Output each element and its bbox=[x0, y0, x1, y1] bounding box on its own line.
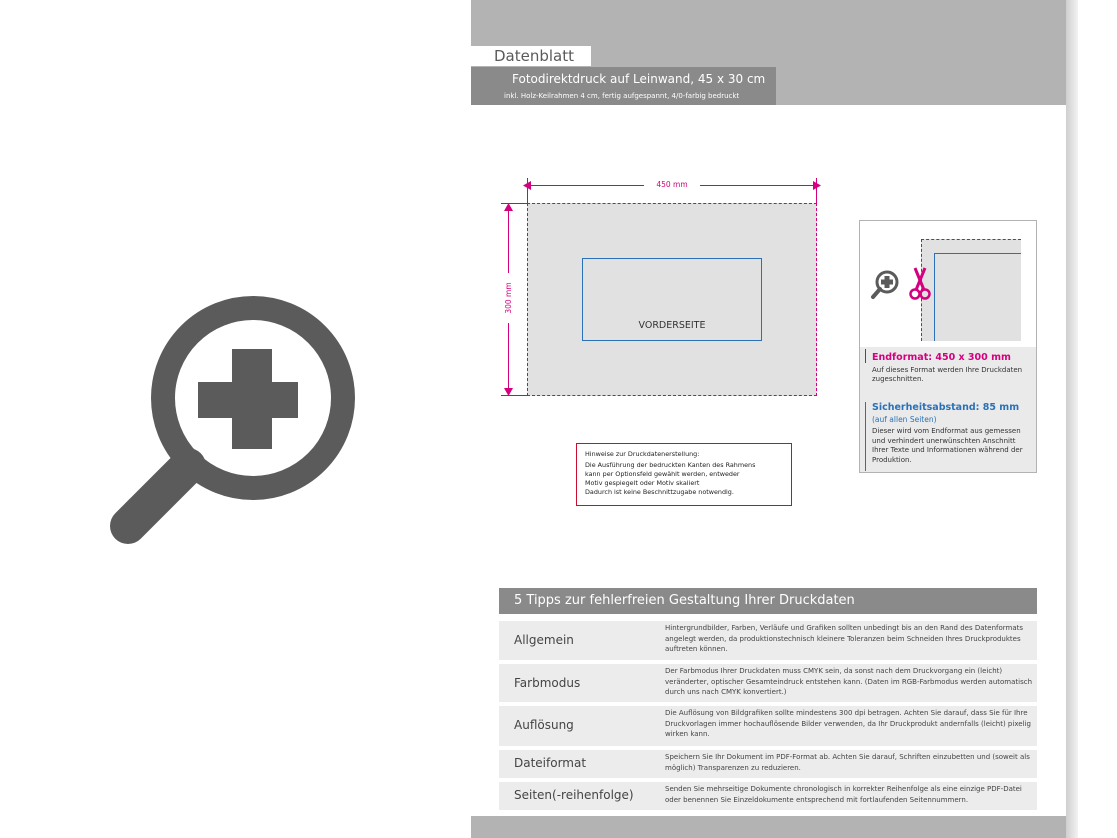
front-side-label: VORDERSEITE bbox=[638, 320, 706, 331]
legend-marker-blue bbox=[865, 402, 866, 471]
tip-row bbox=[499, 621, 1037, 660]
product-subtitle: inkl. Holz-Keilrahmen 4 cm, fertig aufgespannt, 4/0-farbig bedruckt bbox=[504, 92, 740, 100]
tip-label: Allgemein bbox=[514, 633, 574, 647]
tip-label: Auflösung bbox=[514, 718, 574, 732]
tip-text: Senden Sie mehrseitige Dokumente chronologisch in korrekter Reihenfolge als eine einzige PDF-Datei oder benennen Sie Einzeldokumente entsprechend mit fortlaufenden Seitennummern. bbox=[665, 785, 1022, 804]
safety-margin-subtitle: (auf allen Seiten) bbox=[872, 415, 937, 424]
tip-text: Hintergrundbilder, Farben, Verläufe und Grafiken sollten unbedingt bis an den Rand des Datenformats angelegt werden, da produktionstechnisch kleinere Toleranzen beim Schneiden Ihres Druckproduktes auftreten können. bbox=[665, 624, 1024, 653]
height-label: 300 mm bbox=[504, 273, 514, 323]
zoom-in-icon[interactable] bbox=[870, 269, 900, 301]
hint-line: Dadurch ist keine Beschnittzugabe notwendig. bbox=[585, 488, 734, 496]
legend-marker-magenta bbox=[865, 349, 866, 363]
hint-line: Die Ausführung der bedruckten Kanten des Rahmens bbox=[585, 461, 756, 469]
print-hint-box bbox=[576, 443, 792, 506]
page-shadow bbox=[1066, 0, 1078, 838]
tip-text: Der Farbmodus Ihrer Druckdaten muss CMYK sein, da sonst nach dem Druckvorgang ein (leicht) veränderter, optischer Gesamteindruck entstehen kann. (Daten im RGB-Farbmodus werden automatisch durch uns nach CMYK konvertiert.) bbox=[665, 667, 1033, 696]
hint-title: Hinweise zur Druckdatenerstellung: bbox=[585, 450, 700, 458]
tips-heading: 5 Tipps zur fehlerfreien Gestaltung Ihrer Druckdaten bbox=[499, 588, 1037, 614]
endformat-text: Auf dieses Format werden Ihre Druckdaten zugeschnitten. bbox=[872, 366, 1023, 383]
safety-area bbox=[582, 258, 762, 341]
detail-safety-area bbox=[934, 253, 1021, 341]
tip-label: Seiten(-reihenfolge) bbox=[514, 788, 634, 802]
tip-row bbox=[499, 664, 1037, 702]
scissors-icon bbox=[909, 266, 931, 302]
title-box bbox=[471, 67, 776, 105]
extension-line bbox=[816, 178, 817, 203]
extension-line bbox=[527, 178, 528, 203]
width-label: 450 mm bbox=[644, 180, 700, 189]
zoom-in-icon[interactable] bbox=[100, 288, 360, 550]
safety-margin-title: Sicherheitsabstand: 85 mm bbox=[872, 402, 1020, 413]
arrow-up-icon bbox=[504, 203, 513, 211]
tip-text: Speichern Sie Ihr Dokument im PDF-Format ab. Achten Sie darauf, Schriften einzubetten und (soweit als möglich) Transparenzen zu reduzieren. bbox=[665, 753, 1030, 772]
tip-row bbox=[499, 750, 1037, 778]
section-label: Datenblatt bbox=[471, 46, 591, 66]
hint-line: Motiv gespiegelt oder Motiv skaliert bbox=[585, 479, 700, 487]
arrow-right-icon bbox=[813, 181, 821, 190]
tip-row bbox=[499, 782, 1037, 810]
footer-band bbox=[471, 816, 1066, 838]
tip-label: Farbmodus bbox=[514, 676, 581, 690]
tip-label: Dateiformat bbox=[514, 756, 587, 770]
datasheet-page bbox=[471, 0, 1066, 838]
detail-panel bbox=[859, 220, 1037, 473]
extension-line bbox=[501, 203, 527, 204]
extension-line bbox=[501, 395, 527, 396]
tip-text: Die Auflösung von Bildgrafiken sollte mindestens 300 dpi betragen. Achten Sie darauf, dass Sie für Ihre Druckvorlagen immer hochauflösende Bilder verwenden, da Ihr Druckprodukt andernfalls (leicht) pixelig wirken kann. bbox=[665, 709, 1031, 738]
tip-row bbox=[499, 706, 1037, 746]
hint-line: kann per Optionsfeld gewählt werden, entweder bbox=[585, 470, 740, 478]
safety-margin-text: Dieser wird vom Endformat aus gemessen und verhindert unerwünschten Anschnitt Ihrer Texte und Informationen während der Produktion. bbox=[872, 427, 1023, 464]
product-title: Fotodirektdruck auf Leinwand, 45 x 30 cm bbox=[512, 72, 766, 86]
endformat-title: Endformat: 450 x 300 mm bbox=[872, 352, 1011, 363]
